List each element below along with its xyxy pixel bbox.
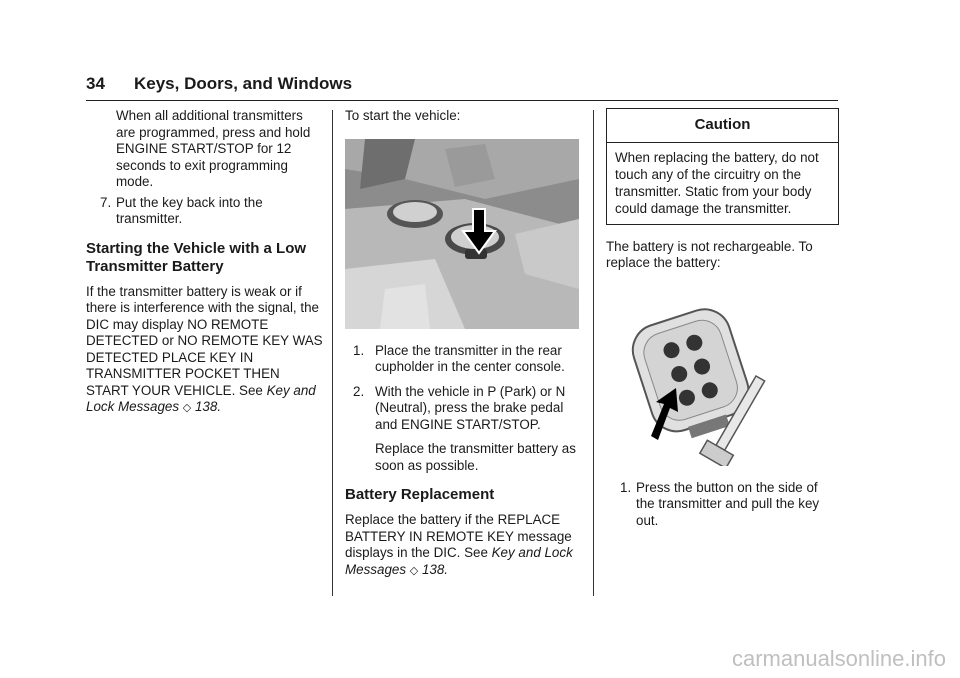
step-number: 2. [353, 383, 365, 399]
column-divider-1 [332, 110, 333, 596]
programming-exit-text: When all additional transmitters are programmed, press and hold ENGINE START/STOP for 12 seconds to exit programming mode. [116, 108, 311, 189]
column-3 [606, 108, 839, 529]
page-ref-icon: ◇ [409, 564, 419, 577]
key-lock-messages-link[interactable]: Key and Lock Messages [345, 545, 573, 577]
caution-box [606, 108, 839, 225]
key-lock-messages-link[interactable]: Key and Lock Messages [86, 382, 316, 414]
column-2 [345, 108, 581, 579]
not-rechargeable-paragraph: The battery is not rechargeable. To replace the battery: [606, 238, 813, 270]
battery-replacement-paragraph: Replace the battery if the REPLACE BATTERY IN REMOTE KEY message displays in the DIC. See Key and Lock Messages ◇ 138. [345, 512, 573, 577]
step-text: Put the key back into the transmitter. [116, 194, 263, 226]
key-fob-illustration [606, 286, 839, 466]
step-text: Place the transmitter in the rear cupholder in the center console. [375, 342, 565, 374]
step-number: 1. [620, 479, 632, 495]
step-1 [345, 343, 581, 376]
page-ref-icon: ◇ [182, 402, 192, 414]
step-number: 7. [100, 194, 112, 210]
step-number: 1. [353, 342, 365, 358]
watermark: carmanualsonline.info [731, 646, 946, 671]
cupholder-illustration [345, 139, 579, 329]
step-text: Press the button on the side of the transmitter and pull the key out. [636, 479, 820, 528]
page-number: 34 [86, 74, 105, 93]
caution-title: Caution [607, 109, 838, 143]
page-header [86, 70, 838, 101]
start-vehicle-intro: To start the vehicle: [345, 108, 461, 123]
step-7 [86, 195, 324, 228]
step-1 [606, 480, 839, 530]
replace-battery-note: Replace the transmitter battery as soon as possible. [375, 441, 576, 473]
column-divider-2 [593, 110, 594, 596]
battery-replacement-heading: Battery Replacement [345, 486, 495, 503]
caution-body: When replacing the battery, do not touch any of the circuitry on the transmitter. Static from your body could damage the transmitter. [615, 149, 819, 216]
step-2 [345, 384, 581, 434]
column-1 [86, 108, 324, 417]
step-text: With the vehicle in P (Park) or N (Neutral), press the brake pedal and ENGINE START/STOP. [375, 383, 566, 432]
low-battery-paragraph: If the transmitter battery is weak or if there is interference with the signal, the DIC may display NO REMOTE DETECTED or NO REMOTE KEY WAS DETECTED PLACE KEY IN TRANSMITTER POCKET THEN START YOUR VEHICLE. See Key and Lock Messages ◇ 138. [86, 283, 323, 414]
section-title: Keys, Doors, and Windows [134, 74, 353, 93]
low-battery-heading: Starting the Vehicle with a Low Transmitter Battery [86, 239, 307, 275]
